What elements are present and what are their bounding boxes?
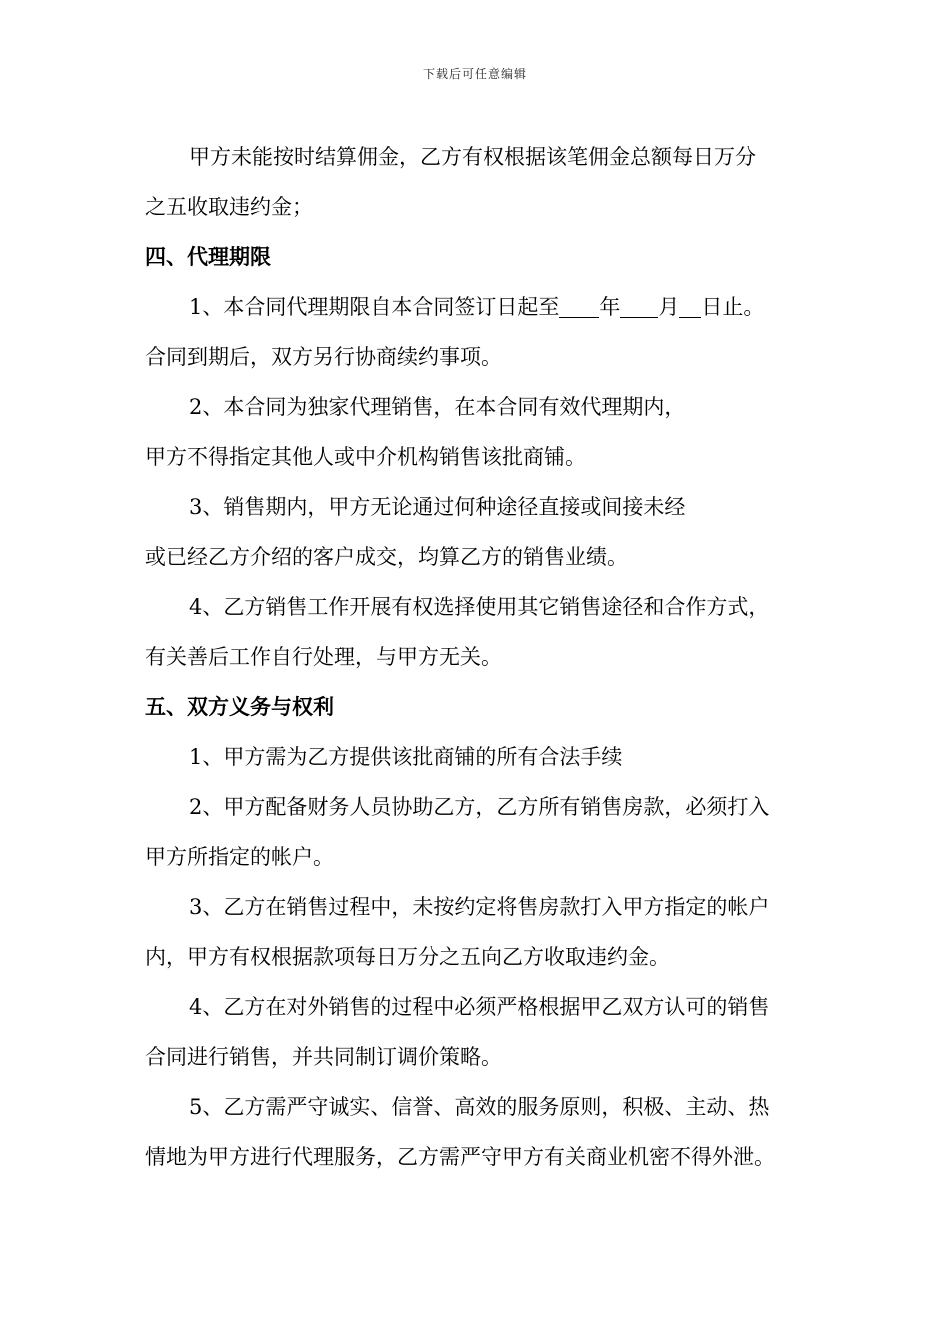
paragraph-commission-late-line-1: 甲方未能按时结算佣金，乙方有权根据该笔佣金总额每日万分	[189, 145, 756, 169]
day-blank	[679, 293, 701, 318]
document-body	[145, 132, 820, 1182]
paragraph-commission-late-line-2: 之五收取违约金；	[145, 195, 313, 219]
section-4-item-2-line-2: 甲方不得指定其他人或中介机构销售该批商铺。	[145, 445, 586, 469]
section-5-item-3-line-2: 内，甲方有权根据款项每日万分之五向乙方收取违约金。	[145, 945, 670, 969]
section-5-item-2-line-1: 2、甲方配备财务人员协助乙方，乙方所有销售房款，必须打入	[189, 795, 770, 819]
month-blank	[620, 293, 658, 318]
day-label: 日止。	[701, 295, 765, 319]
section-4-item-1-line-1	[145, 282, 820, 332]
page-header-note: 下载后可任意编辑	[422, 67, 527, 81]
section-5-item-4-line-2: 合同进行销售，并共同制订调价策略。	[145, 1045, 502, 1069]
section-5-item-1-line-1: 1、甲方需为乙方提供该批商铺的所有合法手续	[189, 745, 623, 769]
section-5-item-2-line-2: 甲方所指定的帐户。	[145, 845, 334, 869]
year-blank	[559, 293, 599, 318]
section-5-heading: 五、双方义务与权利	[145, 694, 334, 719]
section-4-item-4-line-2: 有关善后工作自行处理，与甲方无关。	[145, 645, 502, 669]
section-4-item-4-line-1: 4、乙方销售工作开展有权选择使用其它销售途径和合作方式，	[189, 595, 770, 619]
section-4-item-1-line-2: 合同到期后，双方另行协商续约事项。	[145, 345, 502, 369]
section-4-heading: 四、代理期限	[145, 244, 271, 269]
section-5-item-5-line-1: 5、乙方需严守诚实、信誉、高效的服务原则，积极、主动、热	[189, 1095, 770, 1119]
year-label: 年	[599, 295, 621, 319]
section-4-item-2-line-1: 2、本合同为独家代理销售，在本合同有效代理期内，	[189, 395, 686, 419]
section-5-item-5-line-2: 情地为甲方进行代理服务，乙方需严守甲方有关商业机密不得外泄。	[145, 1145, 775, 1169]
section-5-item-3-line-1: 3、乙方在销售过程中，未按约定将售房款打入甲方指定的帐户	[189, 895, 770, 919]
item-1-text: 1、本合同代理期限自本合同签订日起至	[189, 295, 560, 319]
section-4-item-3-line-2: 或已经乙方介绍的客户成交，均算乙方的销售业绩。	[145, 545, 628, 569]
section-5-item-4-line-1: 4、乙方在对外销售的过程中必须严格根据甲乙双方认可的销售	[189, 995, 770, 1019]
section-4-item-3-line-1: 3、销售期内，甲方无论通过何种途径直接或间接未经	[189, 495, 686, 519]
month-label: 月	[658, 295, 680, 319]
